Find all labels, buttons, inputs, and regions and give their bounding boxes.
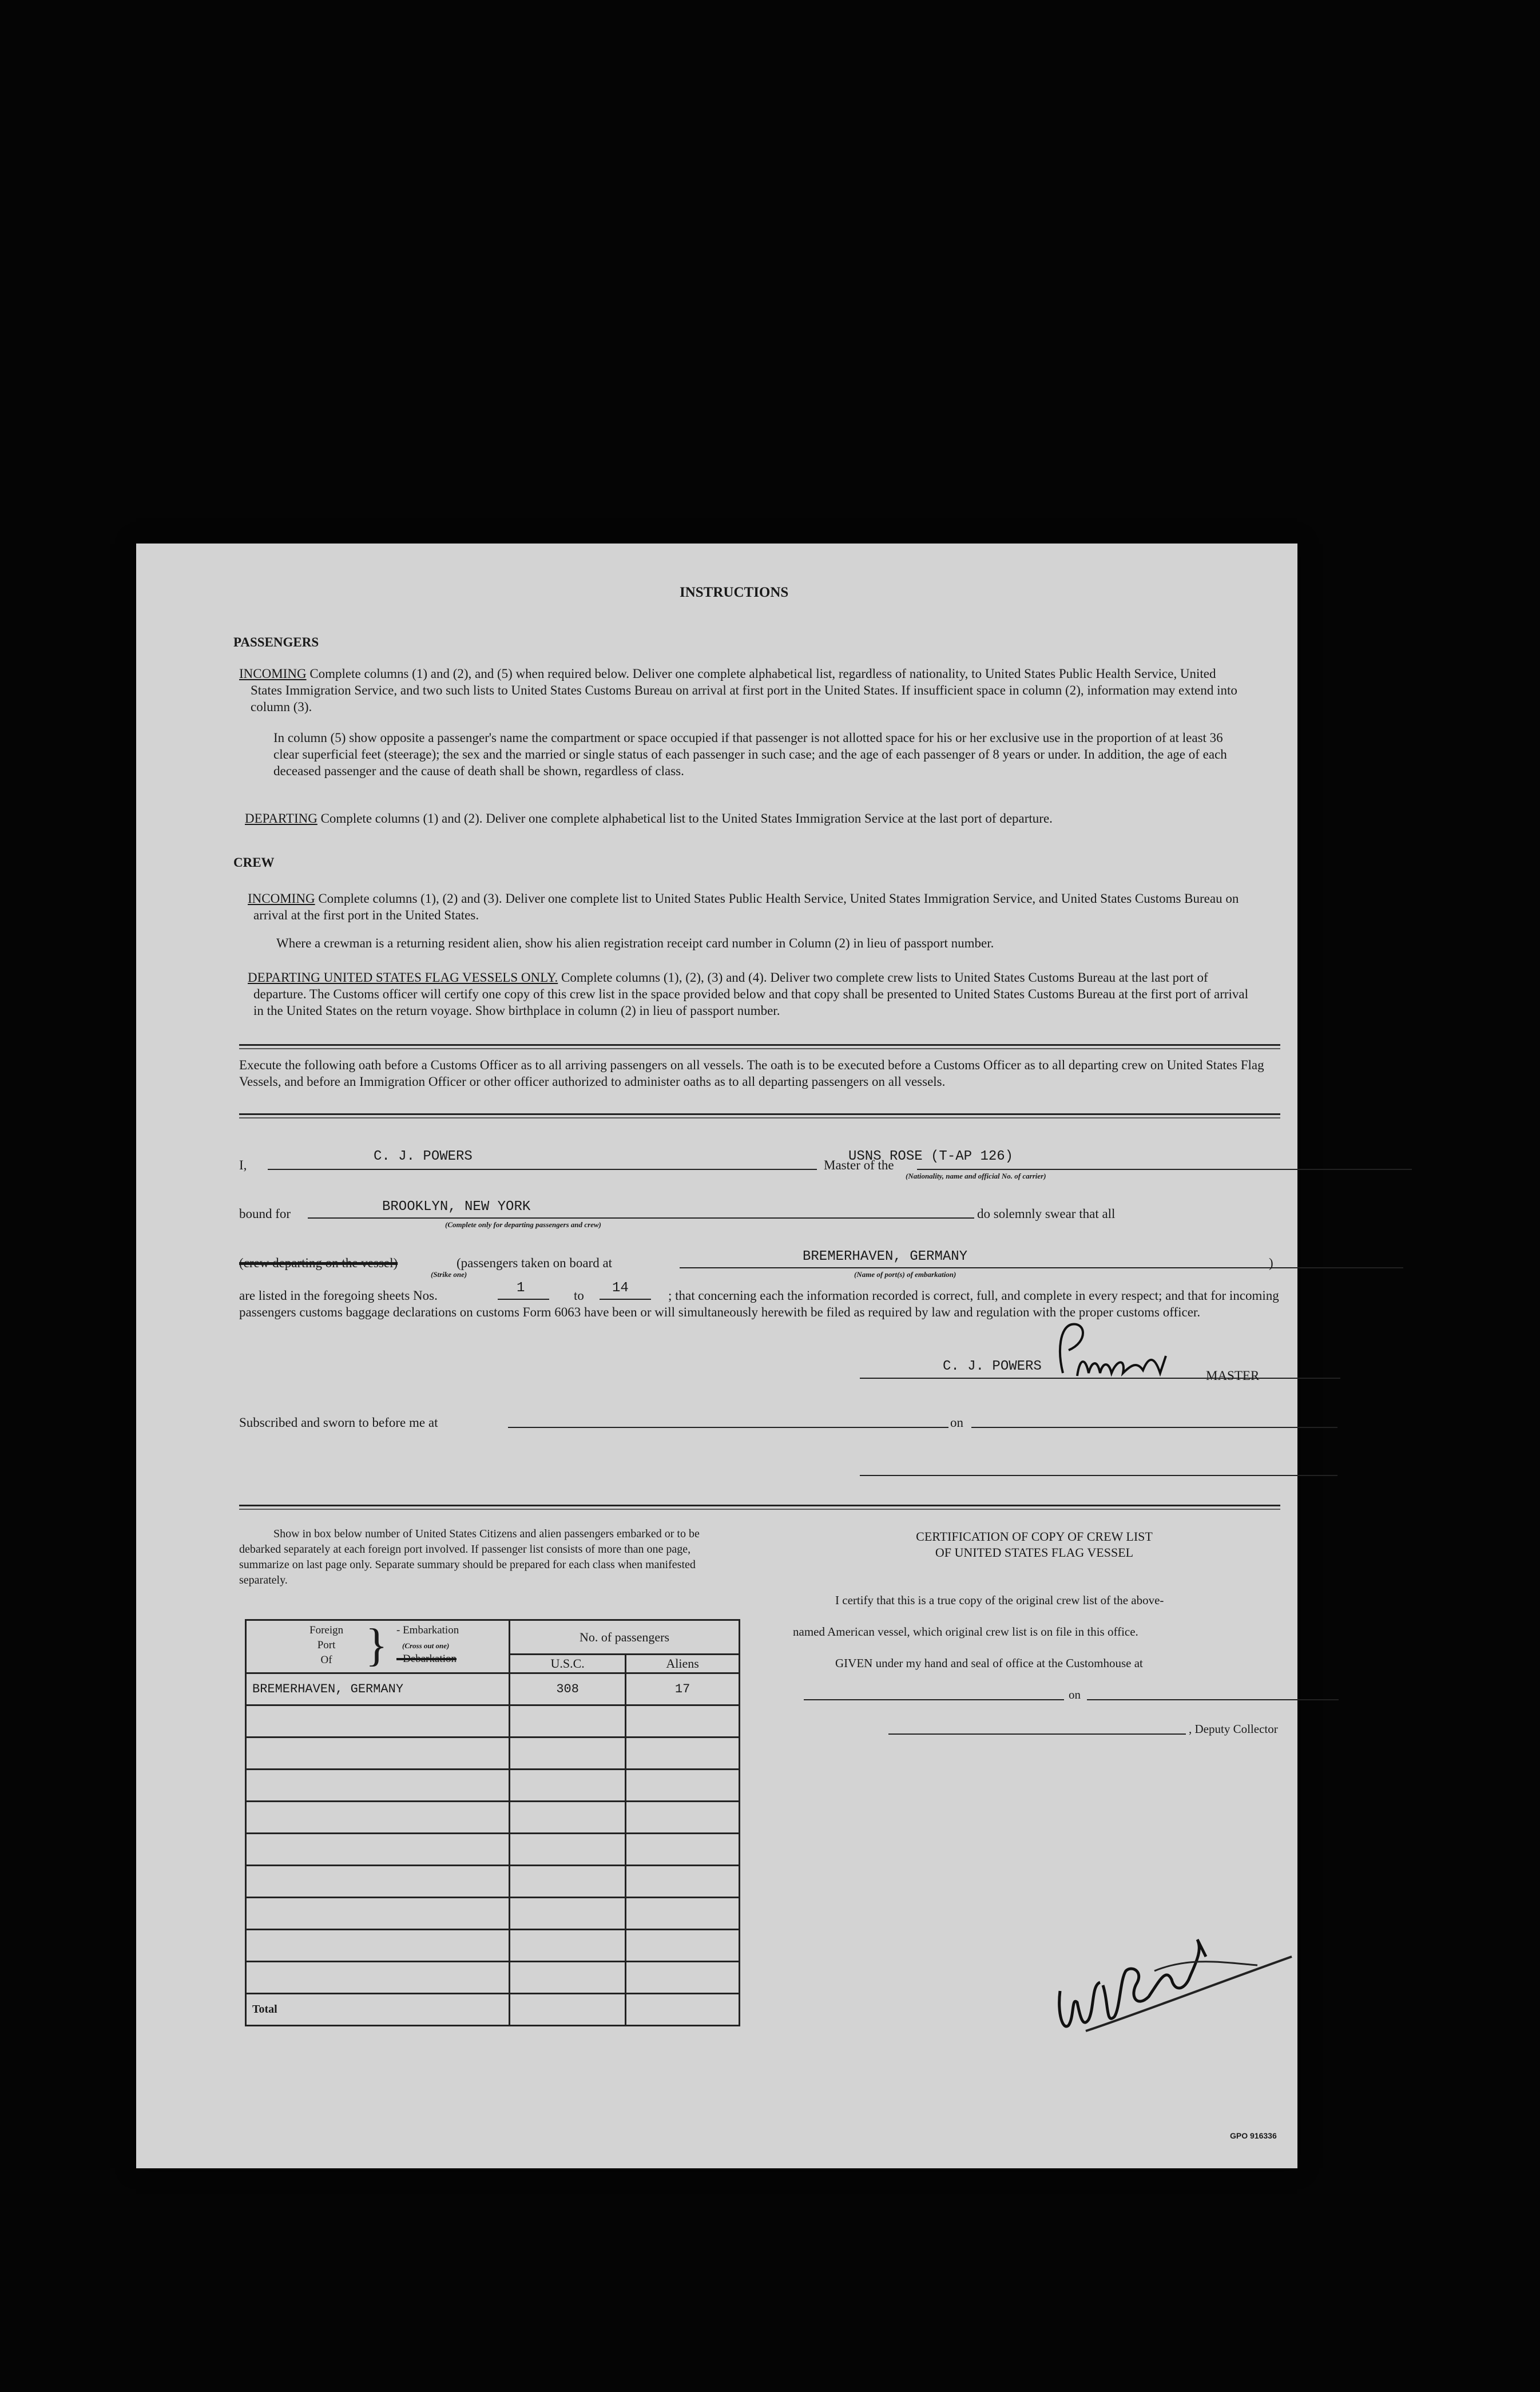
certify-text-line1: I certify that this is a true copy of the original crew list of the above- — [835, 1593, 1164, 1607]
port-cell — [246, 1866, 510, 1898]
aliens-cell — [626, 1834, 740, 1866]
passengers-departing-paragraph — [245, 810, 1246, 827]
certification-title — [846, 1529, 1223, 1561]
usc-cell: 308 — [510, 1673, 626, 1705]
passengers-column5-paragraph: In column (5) show opposite a passenger's name the compartment or space occupied if that passenger is not allotted space for his or her exclusive use in the proportion of at least 36 clear superficial feet (steerage); the sex and the married or single status of each passenger in such case; and the age of each passenger of 8 years or under. In addition, the age of each deceased passenger and the cause of death shall be shown, regardless of class. — [273, 731, 1227, 778]
deputy-collector-line — [888, 1733, 1186, 1735]
crew-departing-label: DEPARTING UNITED STATES FLAG VESSELS ONLY. — [248, 970, 558, 985]
total-label: Total — [246, 1994, 510, 2026]
usc-cell — [510, 1898, 626, 1930]
master-name-value: C. J. POWERS — [374, 1149, 473, 1164]
master-name-line — [268, 1169, 817, 1170]
aliens-cell: 17 — [626, 1673, 740, 1705]
oath-intro-paragraph: Execute the following oath before a Customs Officer as to all arriving passengers on all vessels. The oath is to be executed before a Customs Officer as to all departing crew on United States Flag Vessels, and before an Immigration Officer or other officer authorized to administer oaths as to all departing passengers on all vessels. — [239, 1058, 1264, 1089]
struck-crew-option: (crew departing on the vessel) — [239, 1256, 398, 1270]
usc-cell — [510, 1930, 626, 1962]
table-row — [246, 1738, 740, 1770]
passengers-departing-text: Complete columns (1) and (2). Deliver one complete alphabetical list to the United States Immigration Service at the last port of departure. — [320, 811, 1053, 826]
crew-departing-text: Complete columns (1), (2), (3) and (4). Deliver two complete crew lists to United States Customs Bureau at the last port of departure. The Customs officer will certify one copy of this crew list in the space provided below and that copy shall be presented to United States Customs Bureau at the first port of arrival in the United States on the return voyage. Show birthplace in column (2) in lieu of passport number. — [253, 970, 1249, 1018]
passengers-heading: PASSENGERS — [233, 635, 319, 649]
master-handwritten-signature — [1046, 1316, 1172, 1390]
brace-icon: } — [366, 1620, 388, 1671]
document-page — [136, 544, 1297, 2168]
embarkation-label: - Embarkation — [396, 1624, 459, 1636]
port-cell — [246, 1930, 510, 1962]
bound-for-line — [308, 1217, 974, 1219]
given-text: GIVEN under my hand and seal of office at the Customhouse at — [835, 1656, 1143, 1670]
foreign-label: Foreign — [309, 1624, 344, 1636]
vessel-value: USNS ROSE (T-AP 126) — [848, 1149, 1014, 1164]
port-value: BREMERHAVEN, GERMANY — [803, 1249, 968, 1264]
port-label: Port — [317, 1639, 336, 1651]
port-cell — [246, 1962, 510, 1994]
oath-i-label: I, — [239, 1158, 247, 1172]
footer-code: GPO 916336 — [1230, 2131, 1277, 2140]
crew-departing-paragraph — [248, 969, 1249, 1019]
passenger-summary-table — [245, 1619, 740, 2026]
table-row — [246, 1802, 740, 1834]
deputy-collector-label: , Deputy Collector — [1189, 1722, 1278, 1736]
aliens-cell — [626, 1898, 740, 1930]
of-label: Of — [320, 1654, 332, 1666]
bound-for-caption: (Complete only for departing passengers and crew) — [445, 1220, 601, 1229]
bound-for-label: bound for — [239, 1207, 291, 1221]
port-cell: BREMERHAVEN, GERMANY — [246, 1673, 510, 1705]
port-cell — [246, 1802, 510, 1834]
table-row — [246, 1962, 740, 1994]
usc-cell — [510, 1866, 626, 1898]
aliens-cell — [626, 1866, 740, 1898]
oath-rest-text: ; that concerning each the information recorded is correct, full, and complete in every respect; and that for incoming passengers customs baggage declarations on customs Form 6063 have been or will simultaneously herewith be filed as required by law and regulation with the proper customs officer. — [239, 1288, 1279, 1319]
master-of-label: Master of the — [824, 1158, 894, 1172]
port-cell — [246, 1738, 510, 1770]
divider — [239, 1113, 1280, 1118]
handwritten-initials-signature — [1051, 1917, 1297, 2048]
usc-cell — [510, 1738, 626, 1770]
vessel-caption: (Nationality, name and official No. of carrier) — [906, 1172, 1046, 1180]
swear-text: do solemnly swear that all — [977, 1207, 1116, 1221]
usc-cell — [510, 1802, 626, 1834]
port-line — [680, 1267, 1403, 1268]
usc-cell — [510, 1834, 626, 1866]
customhouse-line — [804, 1699, 1064, 1700]
master-label: MASTER — [1206, 1368, 1260, 1383]
port-caption: (Name of port(s) of embarkation) — [854, 1270, 956, 1279]
total-aliens-cell — [626, 1994, 740, 2026]
subscribed-on-label: on — [950, 1415, 963, 1430]
passengers-incoming-label: INCOMING — [239, 667, 307, 681]
certification-date-line — [1087, 1699, 1339, 1700]
divider — [239, 1505, 1280, 1510]
table-row — [246, 1866, 740, 1898]
subscribed-date-line — [971, 1427, 1337, 1428]
port-cell — [246, 1898, 510, 1930]
divider — [239, 1044, 1280, 1049]
signature-typed-name: C. J. POWERS — [943, 1359, 1042, 1374]
crew-resident-paragraph: Where a crewman is a returning resident alien, show his alien registration receipt card number in Column (2) in lieu of passport number. — [276, 936, 994, 950]
subscribed-place-line — [508, 1427, 948, 1428]
vessel-line — [917, 1169, 1412, 1170]
aliens-cell — [626, 1738, 740, 1770]
aliens-cell — [626, 1770, 740, 1802]
sheet-from-value: 1 — [517, 1280, 525, 1296]
certification-on-label: on — [1069, 1688, 1081, 1701]
to-label: to — [574, 1288, 584, 1303]
aliens-cell — [626, 1802, 740, 1834]
close-paren: ) — [1269, 1256, 1273, 1270]
table-row — [246, 1930, 740, 1962]
aliens-cell — [626, 1930, 740, 1962]
officer-signature-line — [860, 1475, 1337, 1476]
certify-text-line2: named American vessel, which original crew list is on file in this office. — [793, 1625, 1138, 1639]
usc-cell — [510, 1962, 626, 1994]
passengers-departing-label: DEPARTING — [245, 811, 317, 826]
table-row — [246, 1834, 740, 1866]
page-title: INSTRUCTIONS — [680, 585, 789, 600]
usc-cell — [510, 1770, 626, 1802]
summary-instructions: Show in box below number of United States Citizens and alien passengers embarked or to be debarked separately at each foreign port involved. If passenger list consists of more than one page, summarize on last page only. Separate summary should be prepared for each class when manifested separately. — [239, 1528, 700, 1586]
strike-caption: (Strike one) — [431, 1270, 467, 1279]
table-row — [246, 1898, 740, 1930]
listed-text: are listed in the foregoing sheets Nos. — [239, 1288, 438, 1303]
passengers-header: No. of passengers — [510, 1620, 740, 1655]
usc-header: U.S.C. — [510, 1655, 626, 1673]
total-usc-cell — [510, 1994, 626, 2026]
usc-cell — [510, 1705, 626, 1738]
crew-incoming-text: Complete columns (1), (2) and (3). Deliver one complete list to United States Public Health Service, United States Immigration Service, and United States Customs Bureau on arrival at the first port in the United States. — [253, 891, 1239, 922]
certification-title-line1: CERTIFICATION OF COPY OF CREW LIST — [916, 1529, 1153, 1544]
port-cell — [246, 1834, 510, 1866]
crew-incoming-label: INCOMING — [248, 891, 315, 906]
subscribed-label: Subscribed and sworn to before me at — [239, 1415, 438, 1430]
crew-incoming-paragraph — [248, 890, 1249, 923]
table-row — [246, 1705, 740, 1738]
bound-for-value: BROOKLYN, NEW YORK — [382, 1199, 531, 1215]
aliens-cell — [626, 1705, 740, 1738]
passengers-incoming-paragraph — [239, 665, 1246, 715]
table-row — [246, 1770, 740, 1802]
cross-out-caption: (Cross out one) — [402, 1641, 450, 1650]
aliens-cell — [626, 1962, 740, 1994]
debarkation-label: - Debarkation — [396, 1653, 457, 1665]
certification-title-line2: OF UNITED STATES FLAG VESSEL — [935, 1545, 1134, 1560]
sheet-to-value: 14 — [612, 1280, 629, 1296]
port-cell — [246, 1770, 510, 1802]
aliens-header: Aliens — [626, 1655, 740, 1673]
table-row — [246, 1673, 740, 1705]
total-row — [246, 1994, 740, 2026]
foreign-port-header — [246, 1620, 510, 1673]
passengers-incoming-text: Complete columns (1) and (2), and (5) when required below. Deliver one complete alphabetical list, regardless of nationality, to United States Public Health Service, United States Immigration Service, and two such lists to United States Customs Bureau on arrival at first port in the United States. If insufficient space in column (2), information may extend into column (3). — [251, 667, 1237, 714]
port-cell — [246, 1705, 510, 1738]
passengers-option: (passengers taken on board at — [457, 1256, 613, 1270]
crew-heading: CREW — [233, 855, 275, 870]
